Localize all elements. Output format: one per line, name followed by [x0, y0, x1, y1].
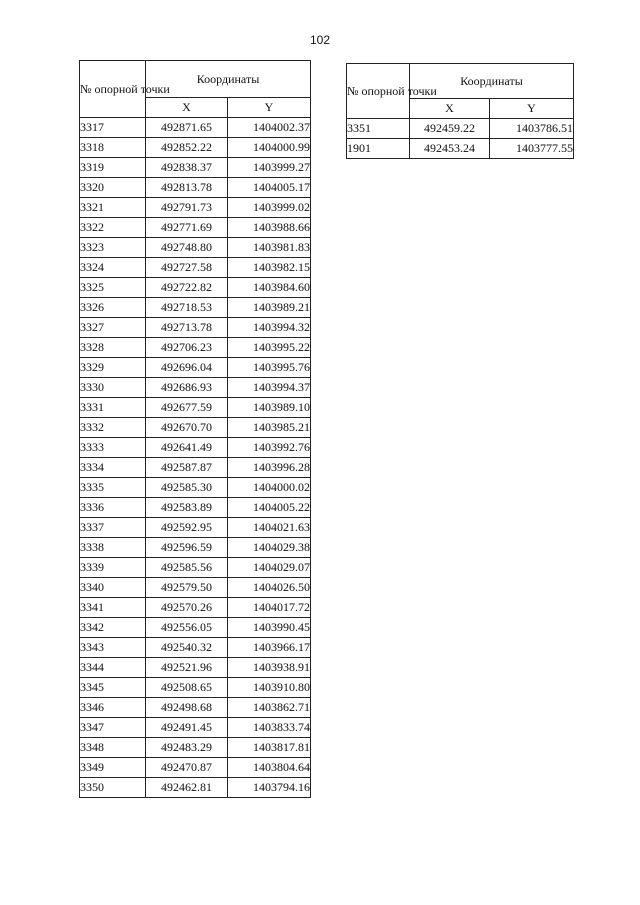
- y-value-cell: 1403996.28: [228, 458, 311, 478]
- y-value-cell: 1403995.22: [228, 338, 311, 358]
- table-row: [80, 658, 311, 678]
- y-value-cell: 1404005.17: [228, 178, 311, 198]
- point-number-header: № опорной точки: [80, 61, 146, 118]
- x-value-cell: 492579.50: [146, 578, 228, 598]
- coordinates-header: Координаты: [410, 64, 574, 99]
- table-row: [80, 318, 311, 338]
- y-value-cell: 1404000.02: [228, 478, 311, 498]
- table-row: [347, 139, 574, 159]
- y-value-cell: 1403938.91: [228, 658, 311, 678]
- point-id-cell: 3338: [80, 538, 146, 558]
- point-id-cell: 3346: [80, 698, 146, 718]
- table-row: [80, 338, 311, 358]
- y-value-cell: 1403862.71: [228, 698, 311, 718]
- table-row: [80, 238, 311, 258]
- y-value-cell: 1404000.99: [228, 138, 311, 158]
- y-value-cell: 1403804.64: [228, 758, 311, 778]
- x-value-cell: 492592.95: [146, 518, 228, 538]
- coordinates-table-right: [346, 63, 574, 159]
- y-value-cell: 1404029.07: [228, 558, 311, 578]
- table-row: [80, 538, 311, 558]
- point-id-cell: 3327: [80, 318, 146, 338]
- y-value-cell: 1403988.66: [228, 218, 311, 238]
- y-value-cell: 1403999.02: [228, 198, 311, 218]
- table-row: [80, 758, 311, 778]
- point-id-cell: 3350: [80, 778, 146, 798]
- point-id-cell: 3336: [80, 498, 146, 518]
- table-row: [80, 558, 311, 578]
- point-id-cell: 3342: [80, 618, 146, 638]
- table-row: [80, 778, 311, 798]
- table-row: [80, 298, 311, 318]
- x-value-cell: 492771.69: [146, 218, 228, 238]
- y-header: Y: [228, 98, 311, 118]
- x-value-cell: 492713.78: [146, 318, 228, 338]
- y-value-cell: 1403984.60: [228, 278, 311, 298]
- table-row: [80, 698, 311, 718]
- point-id-cell: 3320: [80, 178, 146, 198]
- table-row: [80, 358, 311, 378]
- table-row: [80, 118, 311, 138]
- table-row: [80, 478, 311, 498]
- x-value-cell: 492459.22: [410, 119, 490, 139]
- x-value-cell: 492677.59: [146, 398, 228, 418]
- point-id-cell: 3330: [80, 378, 146, 398]
- y-value-cell: 1403786.51: [490, 119, 574, 139]
- x-value-cell: 492748.80: [146, 238, 228, 258]
- point-id-cell: 3349: [80, 758, 146, 778]
- y-value-cell: 1404005.22: [228, 498, 311, 518]
- point-id-cell: 3344: [80, 658, 146, 678]
- y-value-cell: 1403989.21: [228, 298, 311, 318]
- point-id-cell: 3335: [80, 478, 146, 498]
- x-value-cell: 492583.89: [146, 498, 228, 518]
- x-value-cell: 492838.37: [146, 158, 228, 178]
- table-row: [80, 678, 311, 698]
- x-value-cell: 492498.68: [146, 698, 228, 718]
- x-value-cell: 492813.78: [146, 178, 228, 198]
- point-id-cell: 3345: [80, 678, 146, 698]
- x-value-cell: 492585.30: [146, 478, 228, 498]
- table-row: [80, 498, 311, 518]
- x-value-cell: 492462.81: [146, 778, 228, 798]
- table-row: [80, 418, 311, 438]
- x-header: X: [146, 98, 228, 118]
- point-id-cell: 3331: [80, 398, 146, 418]
- x-value-cell: 492491.45: [146, 718, 228, 738]
- x-value-cell: 492596.59: [146, 538, 228, 558]
- table-row: [80, 718, 311, 738]
- table-row: [80, 378, 311, 398]
- table-row: [80, 518, 311, 538]
- page-number: 102: [309, 33, 331, 47]
- table-row: [80, 598, 311, 618]
- y-value-cell: 1403992.76: [228, 438, 311, 458]
- point-id-cell: 3318: [80, 138, 146, 158]
- x-value-cell: 492686.93: [146, 378, 228, 398]
- point-id-cell: 3317: [80, 118, 146, 138]
- point-id-cell: 3347: [80, 718, 146, 738]
- x-value-cell: 492470.87: [146, 758, 228, 778]
- table-row: [80, 618, 311, 638]
- table-row: [80, 438, 311, 458]
- point-id-cell: 3325: [80, 278, 146, 298]
- x-value-cell: 492587.87: [146, 458, 228, 478]
- table-row: [80, 138, 311, 158]
- y-value-cell: 1403833.74: [228, 718, 311, 738]
- y-value-cell: 1403994.37: [228, 378, 311, 398]
- table-row: [80, 258, 311, 278]
- table-row: [80, 198, 311, 218]
- table-row: [80, 158, 311, 178]
- table-row: [80, 218, 311, 238]
- y-value-cell: 1403989.10: [228, 398, 311, 418]
- x-value-cell: 492722.82: [146, 278, 228, 298]
- point-id-cell: 3322: [80, 218, 146, 238]
- y-value-cell: 1403994.32: [228, 318, 311, 338]
- point-id-cell: 3323: [80, 238, 146, 258]
- x-value-cell: 492585.56: [146, 558, 228, 578]
- y-value-cell: 1403985.21: [228, 418, 311, 438]
- x-value-cell: 492641.49: [146, 438, 228, 458]
- point-id-cell: 1901: [347, 139, 410, 159]
- x-header: X: [410, 99, 490, 119]
- table-row: [80, 278, 311, 298]
- y-value-cell: 1403995.76: [228, 358, 311, 378]
- point-id-cell: 3343: [80, 638, 146, 658]
- y-value-cell: 1403982.15: [228, 258, 311, 278]
- y-value-cell: 1404017.72: [228, 598, 311, 618]
- y-value-cell: 1403981.83: [228, 238, 311, 258]
- x-value-cell: 492540.32: [146, 638, 228, 658]
- table-row: [80, 638, 311, 658]
- point-id-cell: 3329: [80, 358, 146, 378]
- x-value-cell: 492706.23: [146, 338, 228, 358]
- point-id-cell: 3341: [80, 598, 146, 618]
- x-value-cell: 492852.22: [146, 138, 228, 158]
- y-value-cell: 1403999.27: [228, 158, 311, 178]
- y-value-cell: 1403966.17: [228, 638, 311, 658]
- y-value-cell: 1403817.81: [228, 738, 311, 758]
- y-header: Y: [490, 99, 574, 119]
- x-value-cell: 492570.26: [146, 598, 228, 618]
- y-value-cell: 1404029.38: [228, 538, 311, 558]
- coordinates-header: Координаты: [146, 61, 311, 98]
- point-id-cell: 3340: [80, 578, 146, 598]
- x-value-cell: 492791.73: [146, 198, 228, 218]
- x-value-cell: 492727.58: [146, 258, 228, 278]
- x-value-cell: 492521.96: [146, 658, 228, 678]
- x-value-cell: 492670.70: [146, 418, 228, 438]
- point-id-cell: 3351: [347, 119, 410, 139]
- y-value-cell: 1403910.80: [228, 678, 311, 698]
- y-value-cell: 1404026.50: [228, 578, 311, 598]
- y-value-cell: 1404002.37: [228, 118, 311, 138]
- x-value-cell: 492483.29: [146, 738, 228, 758]
- point-number-header: № опорной точки: [347, 64, 410, 119]
- table-row: [80, 398, 311, 418]
- coordinates-table-left: [79, 60, 311, 798]
- x-value-cell: 492453.24: [410, 139, 490, 159]
- point-id-cell: 3334: [80, 458, 146, 478]
- table-row: [80, 458, 311, 478]
- point-id-cell: 3337: [80, 518, 146, 538]
- point-id-cell: 3339: [80, 558, 146, 578]
- table-row: [80, 178, 311, 198]
- table-row: [347, 119, 574, 139]
- point-id-cell: 3348: [80, 738, 146, 758]
- x-value-cell: 492871.65: [146, 118, 228, 138]
- point-id-cell: 3319: [80, 158, 146, 178]
- point-id-cell: 3326: [80, 298, 146, 318]
- point-id-cell: 3321: [80, 198, 146, 218]
- x-value-cell: 492718.53: [146, 298, 228, 318]
- point-id-cell: 3333: [80, 438, 146, 458]
- point-id-cell: 3332: [80, 418, 146, 438]
- y-value-cell: 1404021.63: [228, 518, 311, 538]
- y-value-cell: 1403794.16: [228, 778, 311, 798]
- table-row: [80, 578, 311, 598]
- point-id-cell: 3328: [80, 338, 146, 358]
- point-id-cell: 3324: [80, 258, 146, 278]
- y-value-cell: 1403990.45: [228, 618, 311, 638]
- x-value-cell: 492696.04: [146, 358, 228, 378]
- x-value-cell: 492508.65: [146, 678, 228, 698]
- y-value-cell: 1403777.55: [490, 139, 574, 159]
- x-value-cell: 492556.05: [146, 618, 228, 638]
- table-row: [80, 738, 311, 758]
